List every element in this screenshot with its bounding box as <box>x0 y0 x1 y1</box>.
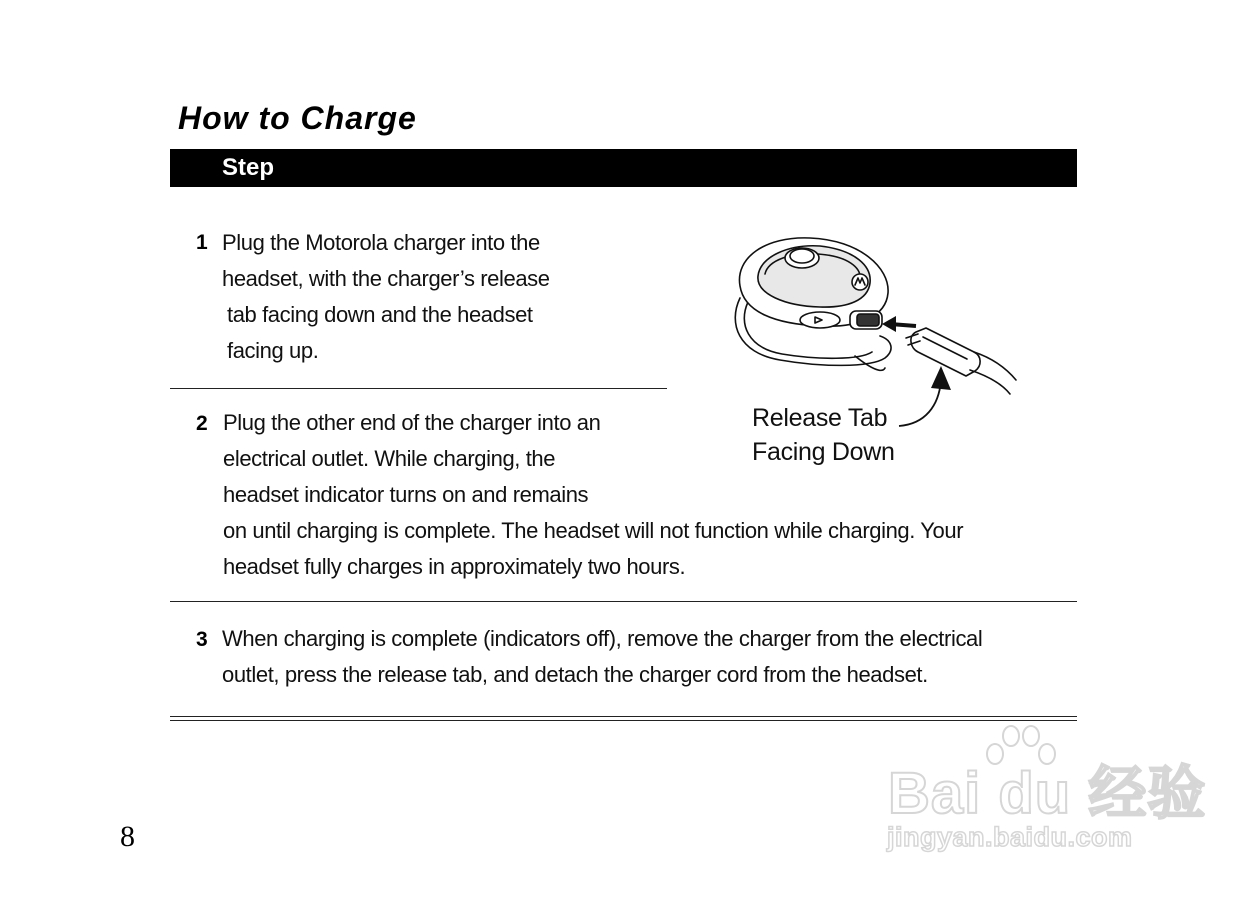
step-1-line-4: facing up. <box>227 338 319 363</box>
step-2-number: 2 <box>196 412 208 435</box>
page-title: How to Charge <box>178 100 417 136</box>
step-header-label: Step <box>222 154 275 181</box>
step-1-line-1: Plug the Motorola charger into the <box>222 230 540 255</box>
step-2-line-3: headset indicator turns on and remains <box>223 482 589 507</box>
step-3-line-1: When charging is complete (indicators off), remove the charger from the electrical <box>222 626 983 651</box>
step-2-line-1: Plug the other end of the charger into an <box>223 410 601 435</box>
step-1-line-2: headset, with the charger’s release <box>222 266 550 291</box>
figure-caption-line-2: Facing Down <box>752 438 895 466</box>
step-1-line-3: tab facing down and the headset <box>227 302 533 327</box>
step-2-line-2: electrical outlet. While charging, the <box>223 446 556 471</box>
release-tab-pointer-arrow <box>895 364 955 434</box>
step-1-number: 1 <box>196 231 208 254</box>
step-3-line-2: outlet, press the release tab, and detach the charger cord from the headset. <box>222 662 928 687</box>
step-2-line-4: on until charging is complete. The headset will not function while charging. Your <box>223 518 964 543</box>
headset-charger-illustration <box>720 228 1030 398</box>
step-2-divider <box>170 601 1077 602</box>
step-1-divider <box>170 388 667 389</box>
step-3-number: 3 <box>196 628 208 651</box>
watermark-logo-text: Bai du 经验 <box>888 761 1207 826</box>
step-2-line-5: headset fully charges in approximately two hours. <box>223 554 686 579</box>
watermark-url: jingyan.baidu.com <box>887 822 1133 852</box>
table-bottom-rule-top <box>170 716 1077 717</box>
page-number: 8 <box>120 820 135 853</box>
table-bottom-rule-bottom <box>170 720 1077 721</box>
figure-caption-line-1: Release Tab <box>752 404 888 432</box>
step-header-bar <box>170 149 1077 187</box>
